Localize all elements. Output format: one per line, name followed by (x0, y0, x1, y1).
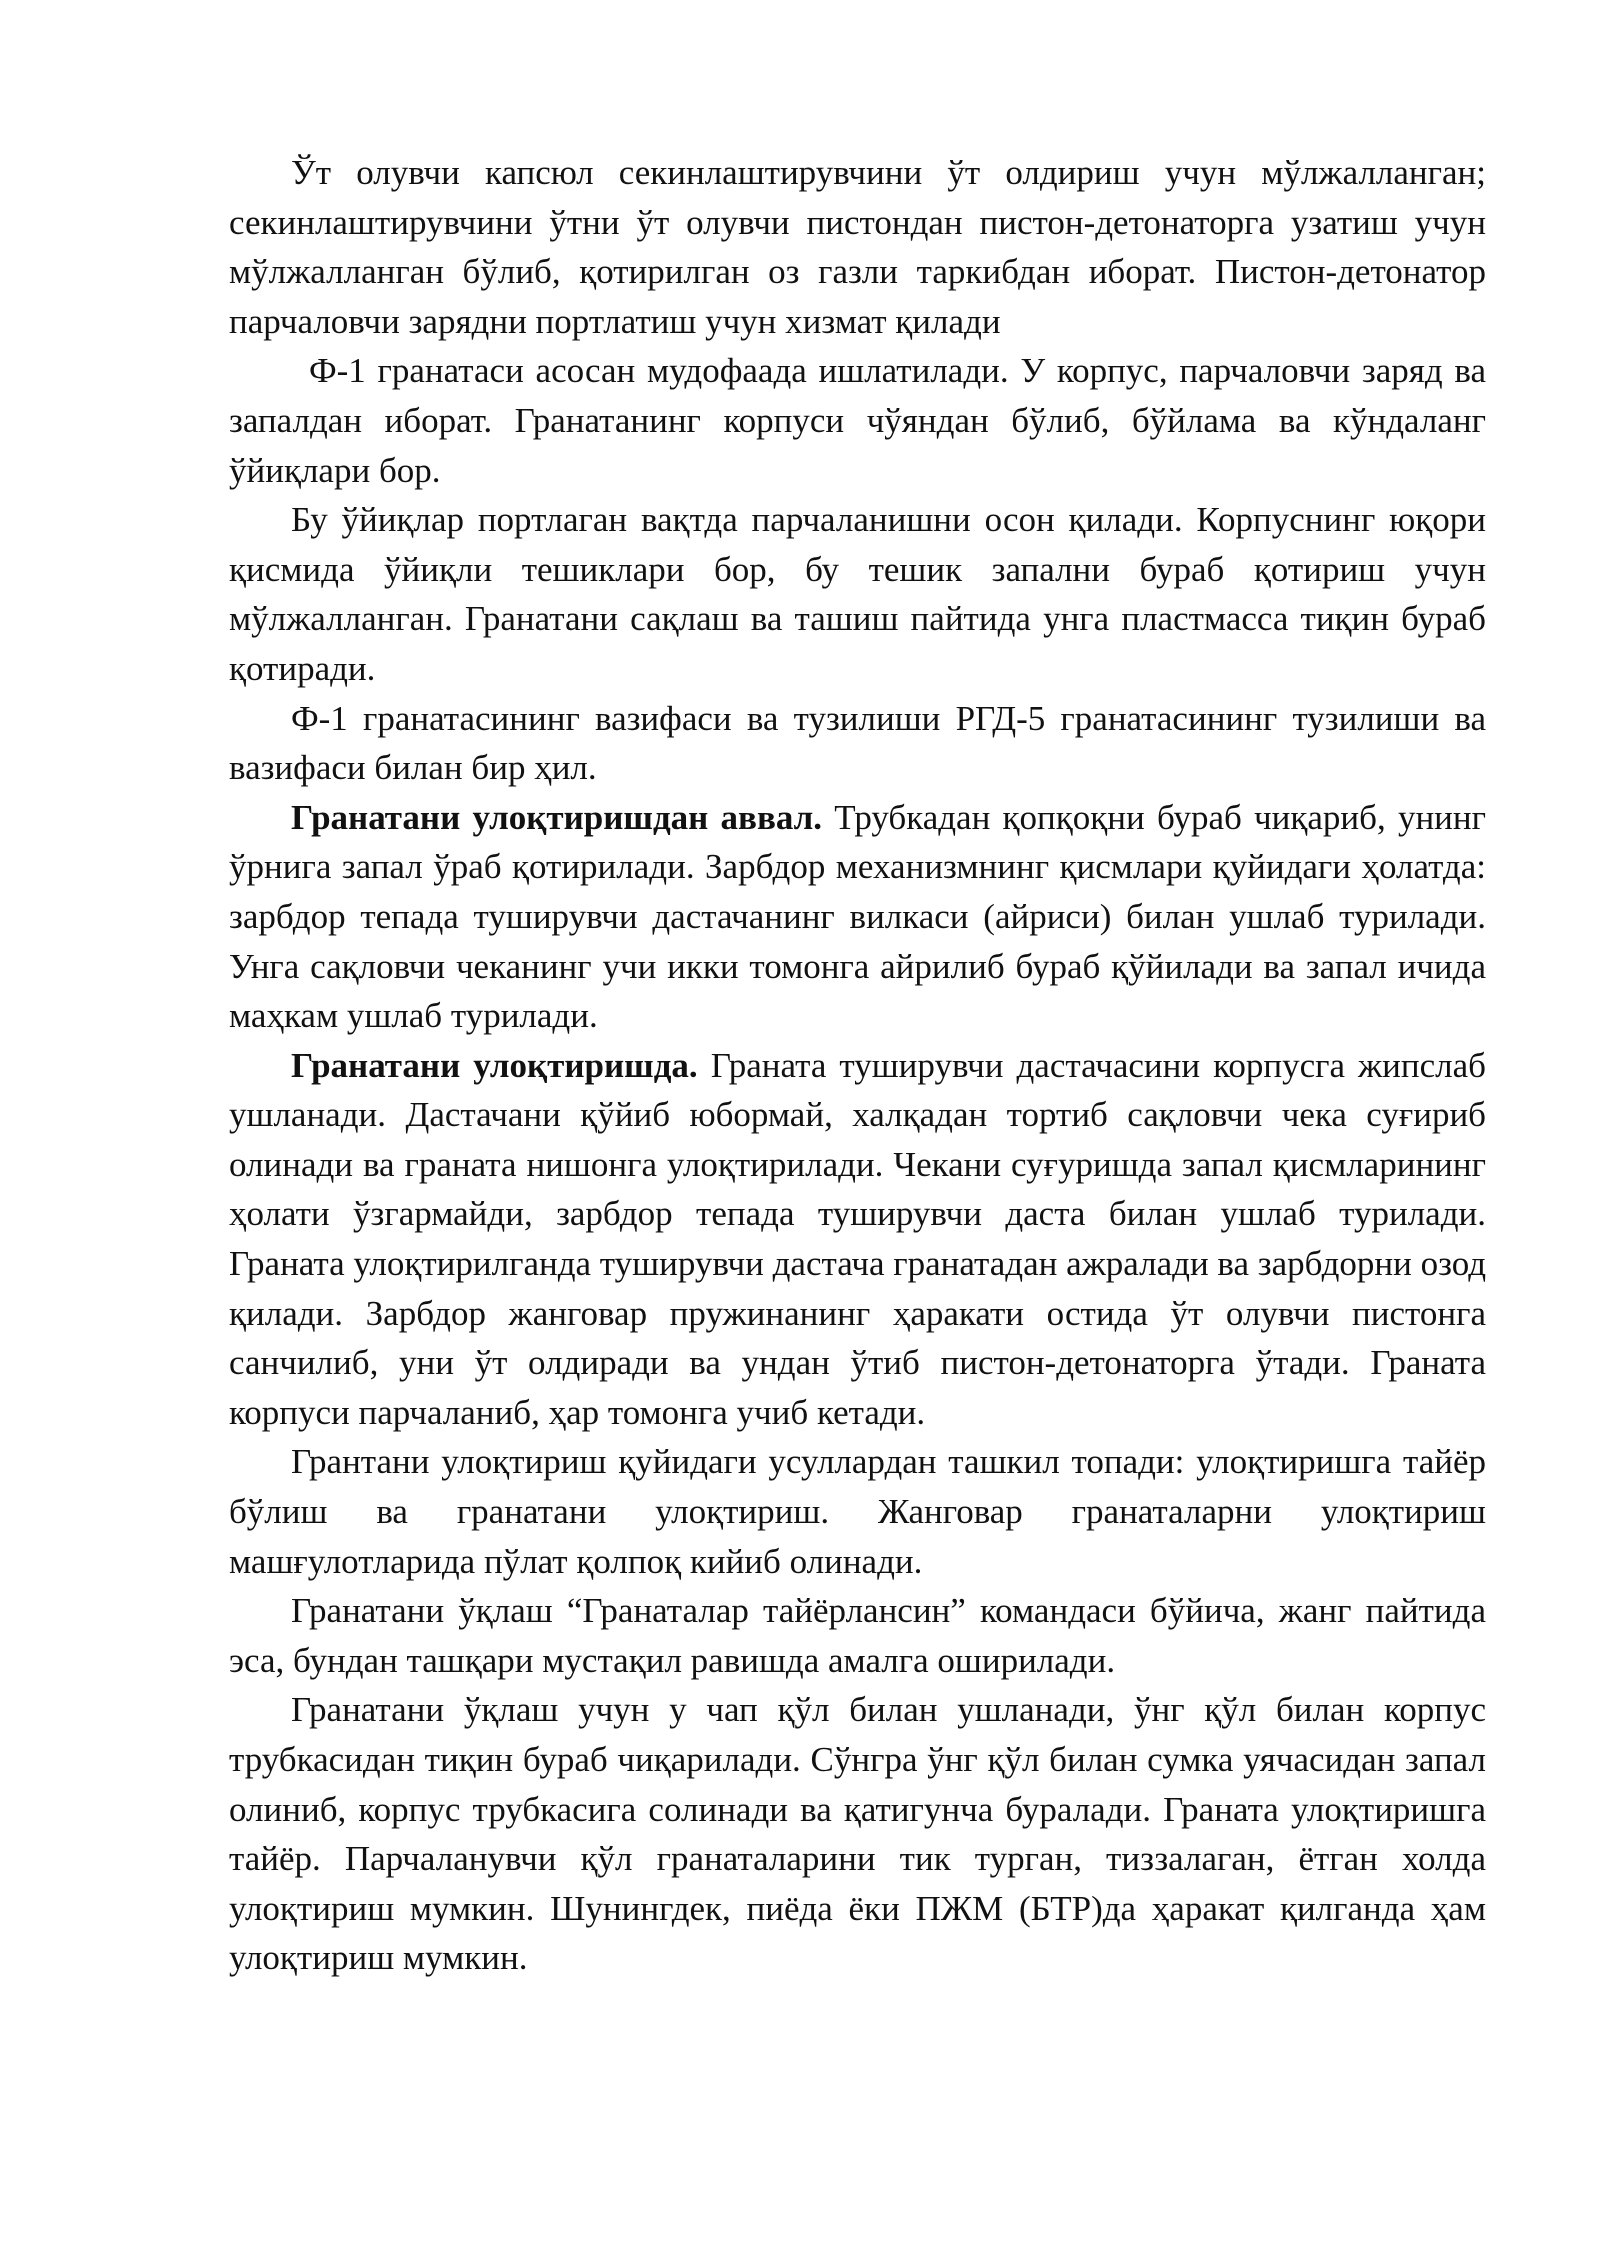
paragraph-body: Трубкадан қопқоқни бураб чиқариб, унинг ўрнига запал ўраб қотирилади. Зарбдор механизмнинг қисмлари қуйидаги ҳолатда: зарбдор тепада туширувчи дастачанинг вилкаси (айриси) билан ушлаб турилади. Унга сақловчи чеканинг учи икки томонга айрилиб бураб қўйилади ва запал ичида маҳкам ушлаб турилади. (229, 797, 1486, 1036)
document-page (229, 148, 1486, 1983)
paragraph-f1-vs-rgd5: Ф-1 гранатасининг вазифаси ва тузилиши РГД-5 гранатасининг тузилиши ва вазифаси билан бир ҳил. (229, 698, 1486, 788)
paragraph-loading-procedure: Гранатани ўқлаш учун у чап қўл билан ушланади, ўнг қўл билан корпус трубкасидан тиқин бураб чиқарилади. Сўнгра ўнг қўл билан сумка уячасидан запал олиниб, корпус трубкасига солинади ва қатигунча буралади. Граната улоқтиришга тайёр. Парчаланувчи қўл гранаталарини тик турган, тиззалаган, ётган холда улоқтириш мумкин. Шунингдек, пиёда ёки ПЖМ (БТР)да ҳаракат қилганда ҳам улоқтириш мумкин. (229, 1690, 1486, 1978)
paragraph-f1-grenade: Ф-1 гранатаси асосан мудофаада ишлатилади. У корпус, парчаловчи заряд ва запалдан иборат. Гранатанинг корпуси чўяндан бўлиб, бўйлама ва кўндаланг ўйиқлари бор. (229, 351, 1486, 490)
paragraph-lead-heading: Гранатани улоқтиришда. (291, 1045, 698, 1085)
paragraph-igniter: Ўт олувчи капсюл секинлаштирувчини ўт олдириш учун мўлжалланган; секинлаштирувчини ўтни ўт олувчи пистондан пистон-детонаторга узатиш учун мўлжалланган бўлиб, қотирилган оз газли таркибдан иборат. Пистон-детонатор парчаловчи зарядни портлатиш учун хизмат қилади (229, 153, 1486, 341)
paragraph-loading-command: Гранатани ўқлаш “Гранаталар тайёрлансин” командаси бўйича, жанг пайтида эса, бундан ташқари мустақил равишда амалга оширилади. (229, 1591, 1486, 1680)
paragraph-body: Граната туширувчи дастачасини корпусга жипслаб ушланади. Дастачани қўйиб юбормай, халқадан тортиб сақловчи чека суғириб олинади ва граната нишонга улоқтирилади. Чекани суғуришда запал қисмларининг ҳолати ўзгармайди, зарбдор тепада туширувчи даста билан ушлаб турилади. Граната улоқтирилганда туширувчи дастача гранатадан ажралади ва зарбдорни озод қилади. Зарбдор жанговар пружинанинг ҳаракати остида ўт олувчи пистонга санчилиб, уни ўт олдиради ва ундан ўтиб пистон-детонаторга ўтади. Граната корпуси парчаланиб, ҳар томонга учиб кетади. (229, 1045, 1487, 1432)
paragraph-throwing-methods: Грантани улоқтириш қуйидаги усуллардан ташкил топади: улоқтиришга тайёр бўлиш ва гранатани улоқтириш. Жанговар гранаталарни улоқтириш машғулотларида пўлат қолпоқ кийиб олинади. (229, 1442, 1486, 1581)
paragraph-lead-heading: Гранатани улоқтиришдан аввал. (291, 797, 823, 837)
paragraph-grooves: Бу ўйиқлар портлаган вақтда парчаланишни осон қилади. Корпуснинг юқори қисмида ўйиқли тешиклари бор, бу тешик запални бураб қотириш учун мўлжалланган. Гранатани сақлаш ва ташиш пайтида унга пластмасса тиқин бураб қотиради. (229, 500, 1486, 688)
paragraph-before-throwing (229, 793, 1486, 1041)
paragraph-during-throwing (229, 1041, 1486, 1438)
